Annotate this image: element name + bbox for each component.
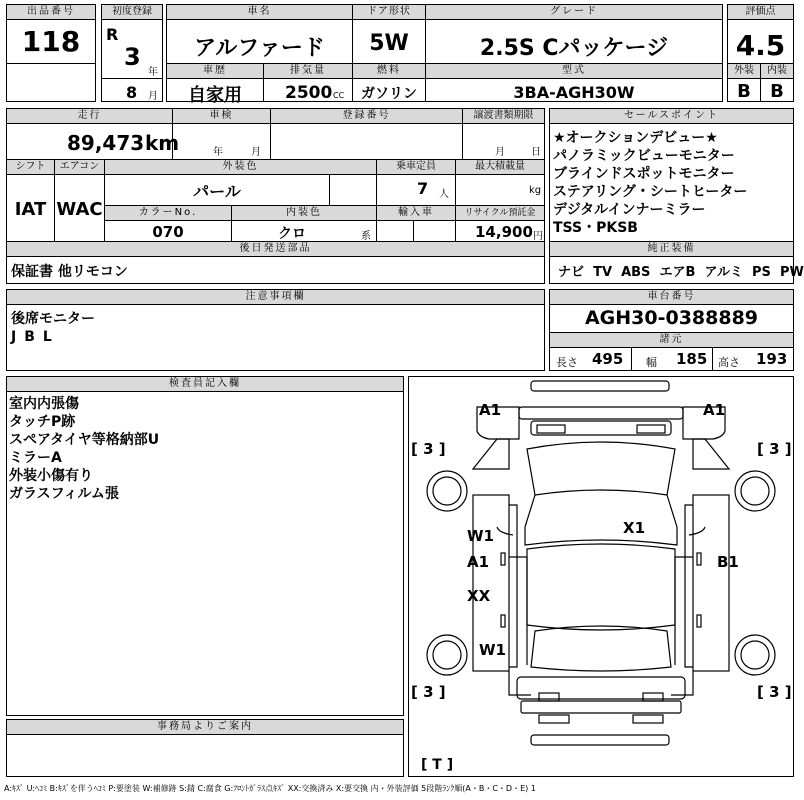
notes-box <box>6 289 545 371</box>
tire-rear-right: [ 3 ] <box>757 683 792 701</box>
office-box <box>6 719 404 777</box>
displacement-unit: CC <box>333 91 345 100</box>
car-outline <box>409 377 793 776</box>
era: R <box>106 25 119 44</box>
regno-header: 登録番号 <box>271 109 462 124</box>
damage-diagram <box>408 376 794 777</box>
first-registration-box <box>101 4 163 102</box>
score-box <box>727 4 794 102</box>
first-registration-header: 初度登録 <box>102 5 162 20</box>
tire-front-right: [ 3 ] <box>757 440 792 458</box>
mileage-unit: km <box>145 131 180 155</box>
sales-header: セールスポイント <box>550 109 793 124</box>
recycle-unit: 円 <box>533 231 543 242</box>
load-header: 最大積載量 <box>456 160 544 175</box>
aircon-header: エアコン <box>55 160 104 175</box>
damage-a1-left: A1 <box>467 553 490 571</box>
lot-header: 出品番号 <box>7 5 95 20</box>
note-line: JBL <box>11 329 60 345</box>
recycle-value: 14,900 <box>475 223 533 241</box>
equipment-item: ABS <box>621 265 651 280</box>
width-label: 幅 <box>646 356 657 369</box>
inspector-note: スペアタイヤ等格納部U <box>9 432 160 448</box>
model-header: 型式 <box>426 64 722 79</box>
intcolor-value: クロ <box>278 226 306 242</box>
damage-a1-front-right: A1 <box>703 401 726 419</box>
door-type: 5W <box>369 31 409 56</box>
inspection-year-unit: 年 <box>213 147 223 158</box>
later-parts-value: 保証書 他リモコン <box>11 264 128 280</box>
load-unit: kg <box>529 185 542 196</box>
transfer-month-unit: 月 <box>495 147 505 158</box>
equipment-item: ナビ <box>558 265 585 280</box>
spare-tire: [ T ] <box>421 757 454 773</box>
fuel-value: ガソリン <box>361 86 417 102</box>
damage-b1-right: B1 <box>717 553 739 571</box>
history-header: 車歴 <box>167 64 263 79</box>
notes-list <box>11 310 95 346</box>
sales-point: ブラインドスポットモニター <box>553 166 735 182</box>
inspector-note: 室内内張傷 <box>9 396 79 412</box>
lot-box <box>6 4 96 102</box>
displacement-header: 排気量 <box>264 64 352 79</box>
registration-month: 8 <box>126 83 138 102</box>
sales-point: ★オークションデビュー★ <box>553 130 718 146</box>
color-value: パール <box>193 182 241 201</box>
inspector-box <box>6 376 404 716</box>
capacity-value: 7 <box>417 179 429 198</box>
capacity-header: 乗車定員 <box>377 160 455 175</box>
tire-front-left: [ 3 ] <box>411 440 446 458</box>
interior-header: 内装 <box>761 64 793 79</box>
vehicle-name: アルファード <box>194 36 325 61</box>
dimensions-header: 諸元 <box>550 333 793 348</box>
year-unit: 年 <box>148 67 158 78</box>
notes-header: 注意事項欄 <box>7 290 544 305</box>
damage-a1-front-left: A1 <box>479 401 502 419</box>
history-value: 自家用 <box>188 85 242 106</box>
inspector-note: ミラーA <box>9 450 62 466</box>
later-parts-header: 後日発送部品 <box>7 242 544 257</box>
equipment-list <box>558 261 804 280</box>
interior-grade: B <box>770 81 784 102</box>
inspector-list <box>9 395 159 503</box>
inspection-month-unit: 月 <box>251 147 261 158</box>
length-value: 495 <box>592 350 624 368</box>
damage-xx-left: XX <box>467 587 491 605</box>
sales-point: デジタルインナーミラー <box>553 202 706 218</box>
import-header: 輸入車 <box>377 206 455 221</box>
grade-header: グレード <box>426 5 722 20</box>
equipment-item: TV <box>593 265 613 280</box>
inspector-header: 検査員記入欄 <box>7 377 403 392</box>
colorno-header: カラーNo. <box>105 206 231 221</box>
transfer-header: 譲渡書類期限 <box>463 109 544 124</box>
name-header: 車名 <box>167 5 352 20</box>
mileage-value: 89,473 <box>67 131 145 155</box>
tire-rear-left: [ 3 ] <box>411 683 446 701</box>
shift-value: IAT <box>14 199 47 220</box>
vehicle-info-box <box>166 4 723 106</box>
score-header: 評価点 <box>728 5 793 20</box>
damage-w1-left: W1 <box>467 527 494 545</box>
colorno-value: 070 <box>152 223 184 241</box>
sales-point: パノラミックビューモニター <box>553 148 735 164</box>
note-line: 後席モニター <box>11 311 95 327</box>
inspection-header: 車検 <box>173 109 270 124</box>
exterior-grade: B <box>737 81 751 102</box>
transfer-day-unit: 日 <box>531 147 541 158</box>
intcolor-unit: 系 <box>361 231 371 242</box>
legend: A:ｷｽﾞ U:ﾍｺﾐ B:ｷｽﾞを伴うﾍｺﾐ P:要塗装 W:補修跡 S:錆 C:腐食 G:ﾌﾛﾝﾄｶﾞﾗｽ点ｷｽﾞ XX:交換済み X:要交換 内・外装評価 5段階ﾗﾝｸ順(A・B・C・D・E) 1 <box>4 784 536 793</box>
capacity-unit: 人 <box>439 189 449 200</box>
overall-score: 4.5 <box>735 29 786 62</box>
width-value: 185 <box>676 350 708 368</box>
equipment-item: アルミ <box>704 265 743 280</box>
equipment-item: PS <box>752 265 771 280</box>
registration-year: 3 <box>124 43 141 71</box>
displacement-value: 2500 <box>285 83 333 103</box>
inspector-note: ガラスフィルム張 <box>9 486 119 502</box>
mileage-header: 走行 <box>7 109 172 124</box>
height-label: 高さ <box>718 356 740 369</box>
inspector-note: 外装小傷有り <box>9 468 93 484</box>
height-value: 193 <box>756 350 788 368</box>
inspector-note: タッチP跡 <box>9 414 76 430</box>
equipment-item: エアB <box>659 265 696 280</box>
recycle-header: リサイクル預託金 <box>456 206 544 221</box>
length-label: 長さ <box>556 356 578 369</box>
grade: 2.5S Cパッケージ <box>479 36 669 61</box>
equipment-header: 純正装備 <box>550 242 793 257</box>
damage-x1: X1 <box>623 519 646 537</box>
month-unit: 月 <box>148 91 158 102</box>
chassis-box <box>549 289 794 371</box>
sales-box <box>549 108 804 284</box>
damage-w1-left-rear: W1 <box>479 641 506 659</box>
lot-number: 118 <box>21 25 81 58</box>
door-header: ドア形状 <box>353 5 425 20</box>
fuel-header: 燃料 <box>353 64 425 79</box>
exterior-header: 外装 <box>728 64 760 79</box>
color-header: 外装色 <box>105 160 376 175</box>
chassis-header: 車台番号 <box>550 290 793 305</box>
sales-list <box>553 129 747 237</box>
office-header: 事務局よりご案内 <box>7 720 403 735</box>
detail-box <box>6 108 545 284</box>
chassis-number: AGH30-0388889 <box>584 307 759 329</box>
shift-header: シフト <box>7 160 54 175</box>
sales-point: ステアリング・シートヒーター <box>553 184 748 200</box>
model-code: 3BA-AGH30W <box>513 83 635 102</box>
intcolor-header: 内装色 <box>232 206 376 221</box>
aircon-value: WAC <box>56 199 103 220</box>
equipment-item: PW <box>779 265 804 280</box>
sales-point: TSS・PKSB <box>553 220 638 236</box>
